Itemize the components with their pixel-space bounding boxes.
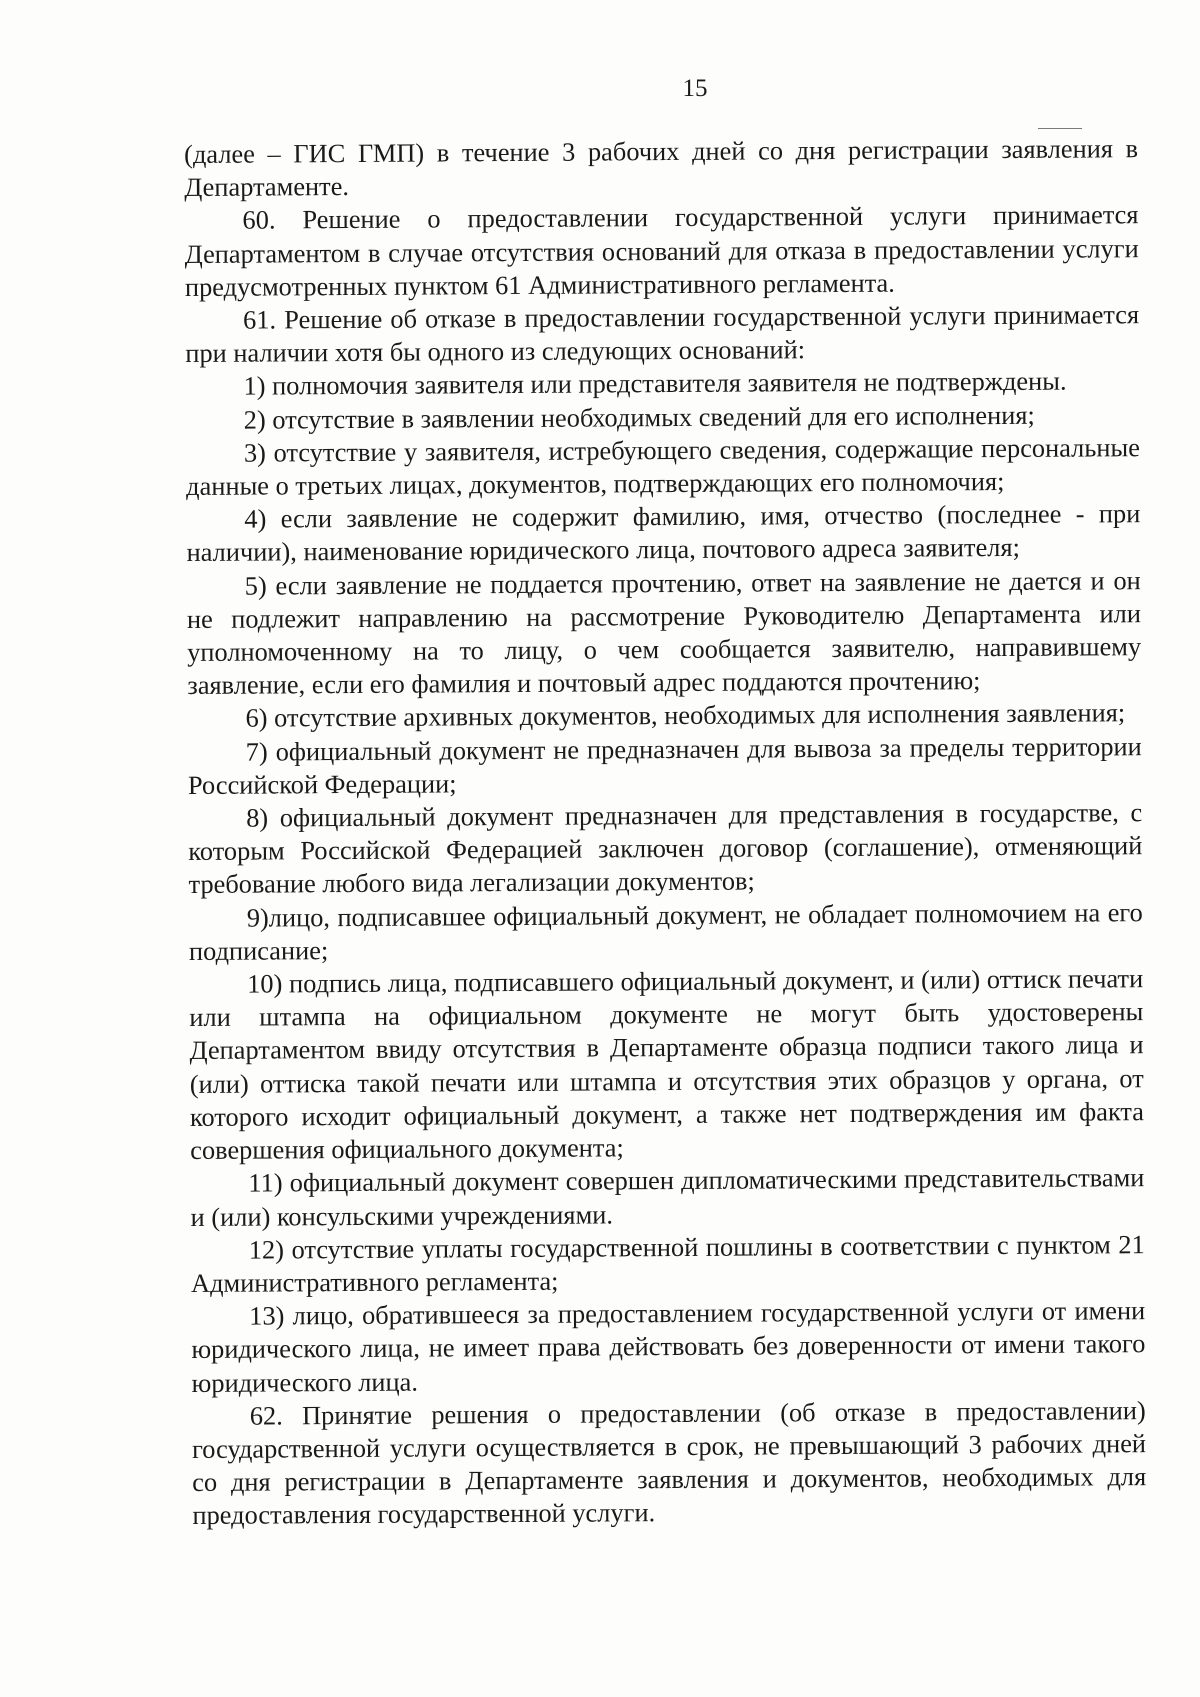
page-number [0,74,1200,104]
list-item-61-5: 5) если заявление не поддается прочтению, ответ на заявление не дается и он не подлежит направлению на рассмотрение Руководителю Департамента или уполномоченному на то лицу, о чем сообщается заявителю, направившему заявление, если его фамилия и почтовый адрес поддаются прочтению; [186,564,1142,701]
document-body [184,132,1147,1532]
list-item-61-4: 4) если заявление не содержит фамилию, имя, отчество (последнее - при наличии), наименование юридического лица, почтового адреса заявителя; [186,498,1141,568]
list-item-61-9: 9)лицо, подписавшее официальный документ, не обладает полномочием на его подписание; [188,896,1143,966]
paragraph-60: 60. Решение о предоставлении государственной услуги принимается Департаментом в случае отсутствия оснований для отказа в предоставлении услуги предусмотренных пунктом 61 Административного регламента. [184,199,1139,302]
list-item-61-2: 2) отсутствие в заявлении необходимых сведений для его исполнения; [243,399,1035,435]
list-item-61-1: 1) полномочия заявителя или представителя заявителя не подтверждены. [243,366,1067,402]
paragraph-61: 61. Решение об отказе в предоставлении государственной услуги принимается при наличии хотя бы одного из следующих оснований: [185,299,1140,369]
list-item-61-10: 10) подпись лица, подписавшего официальный документ, и (или) оттиск печати или штампа на официальном документе не могут быть удостоверены Департаментом ввиду отсутствия в Департаменте образца подписи такого лица и (или) оттиска такой печати или штампа и отсутствия этих образцов у органа, от которого исходит официальный документ, а также нет подтверждения им факта совершения официального документа; [189,963,1145,1166]
paragraph-continuation: (далее – ГИС ГМП) в течение 3 рабочих дней со дня регистрации заявления в Департаменте. [184,133,1139,203]
paragraph-62: 62. Принятие решения о предоставлении (об отказе в предоставлении) государственной услуги осуществляется в срок, не превышающий 3 рабочих дней со дня регистрации в Департаменте заявления и документов, необходимых для предоставления государственной услуги. [191,1394,1147,1531]
list-item-61-12: 12) отсутствие уплаты государственной пошлины в соответствии с пунктом 21 Административного регламента; [190,1228,1145,1298]
list-item-61-7: 7) официальный документ не предназначен для вывоза за пределы территории Российской Федерации; [187,730,1142,800]
list-item-61-3: 3) отсутствие у заявителя, истребующего сведения, содержащие персональные данные о третьих лицах, документов, подтверждающих его полномочия; [186,431,1140,502]
list-item-61-8: 8) официальный документ предназначен для представления в государстве, с которым Российской Федерацией заключен договор (соглашение), отменяющий требование любого вида легализации документов; [188,797,1143,900]
list-item-61-13: 13) лицо, обратившееся за предоставлением государственной услуги от имени юридического лица, не имеет права действовать без доверенности от имени такого юридического лица. [191,1295,1146,1398]
scan-artifact-line [1038,128,1082,129]
page-number-text: 15 [682,75,708,102]
list-item-61-6: 6) отсутствие архивных документов, необходимых для исполнения заявления; [245,697,1126,734]
list-item-61-11: 11) официальный документ совершен дипломатическими представительствами и (или) консульскими учреждениями. [190,1162,1145,1232]
